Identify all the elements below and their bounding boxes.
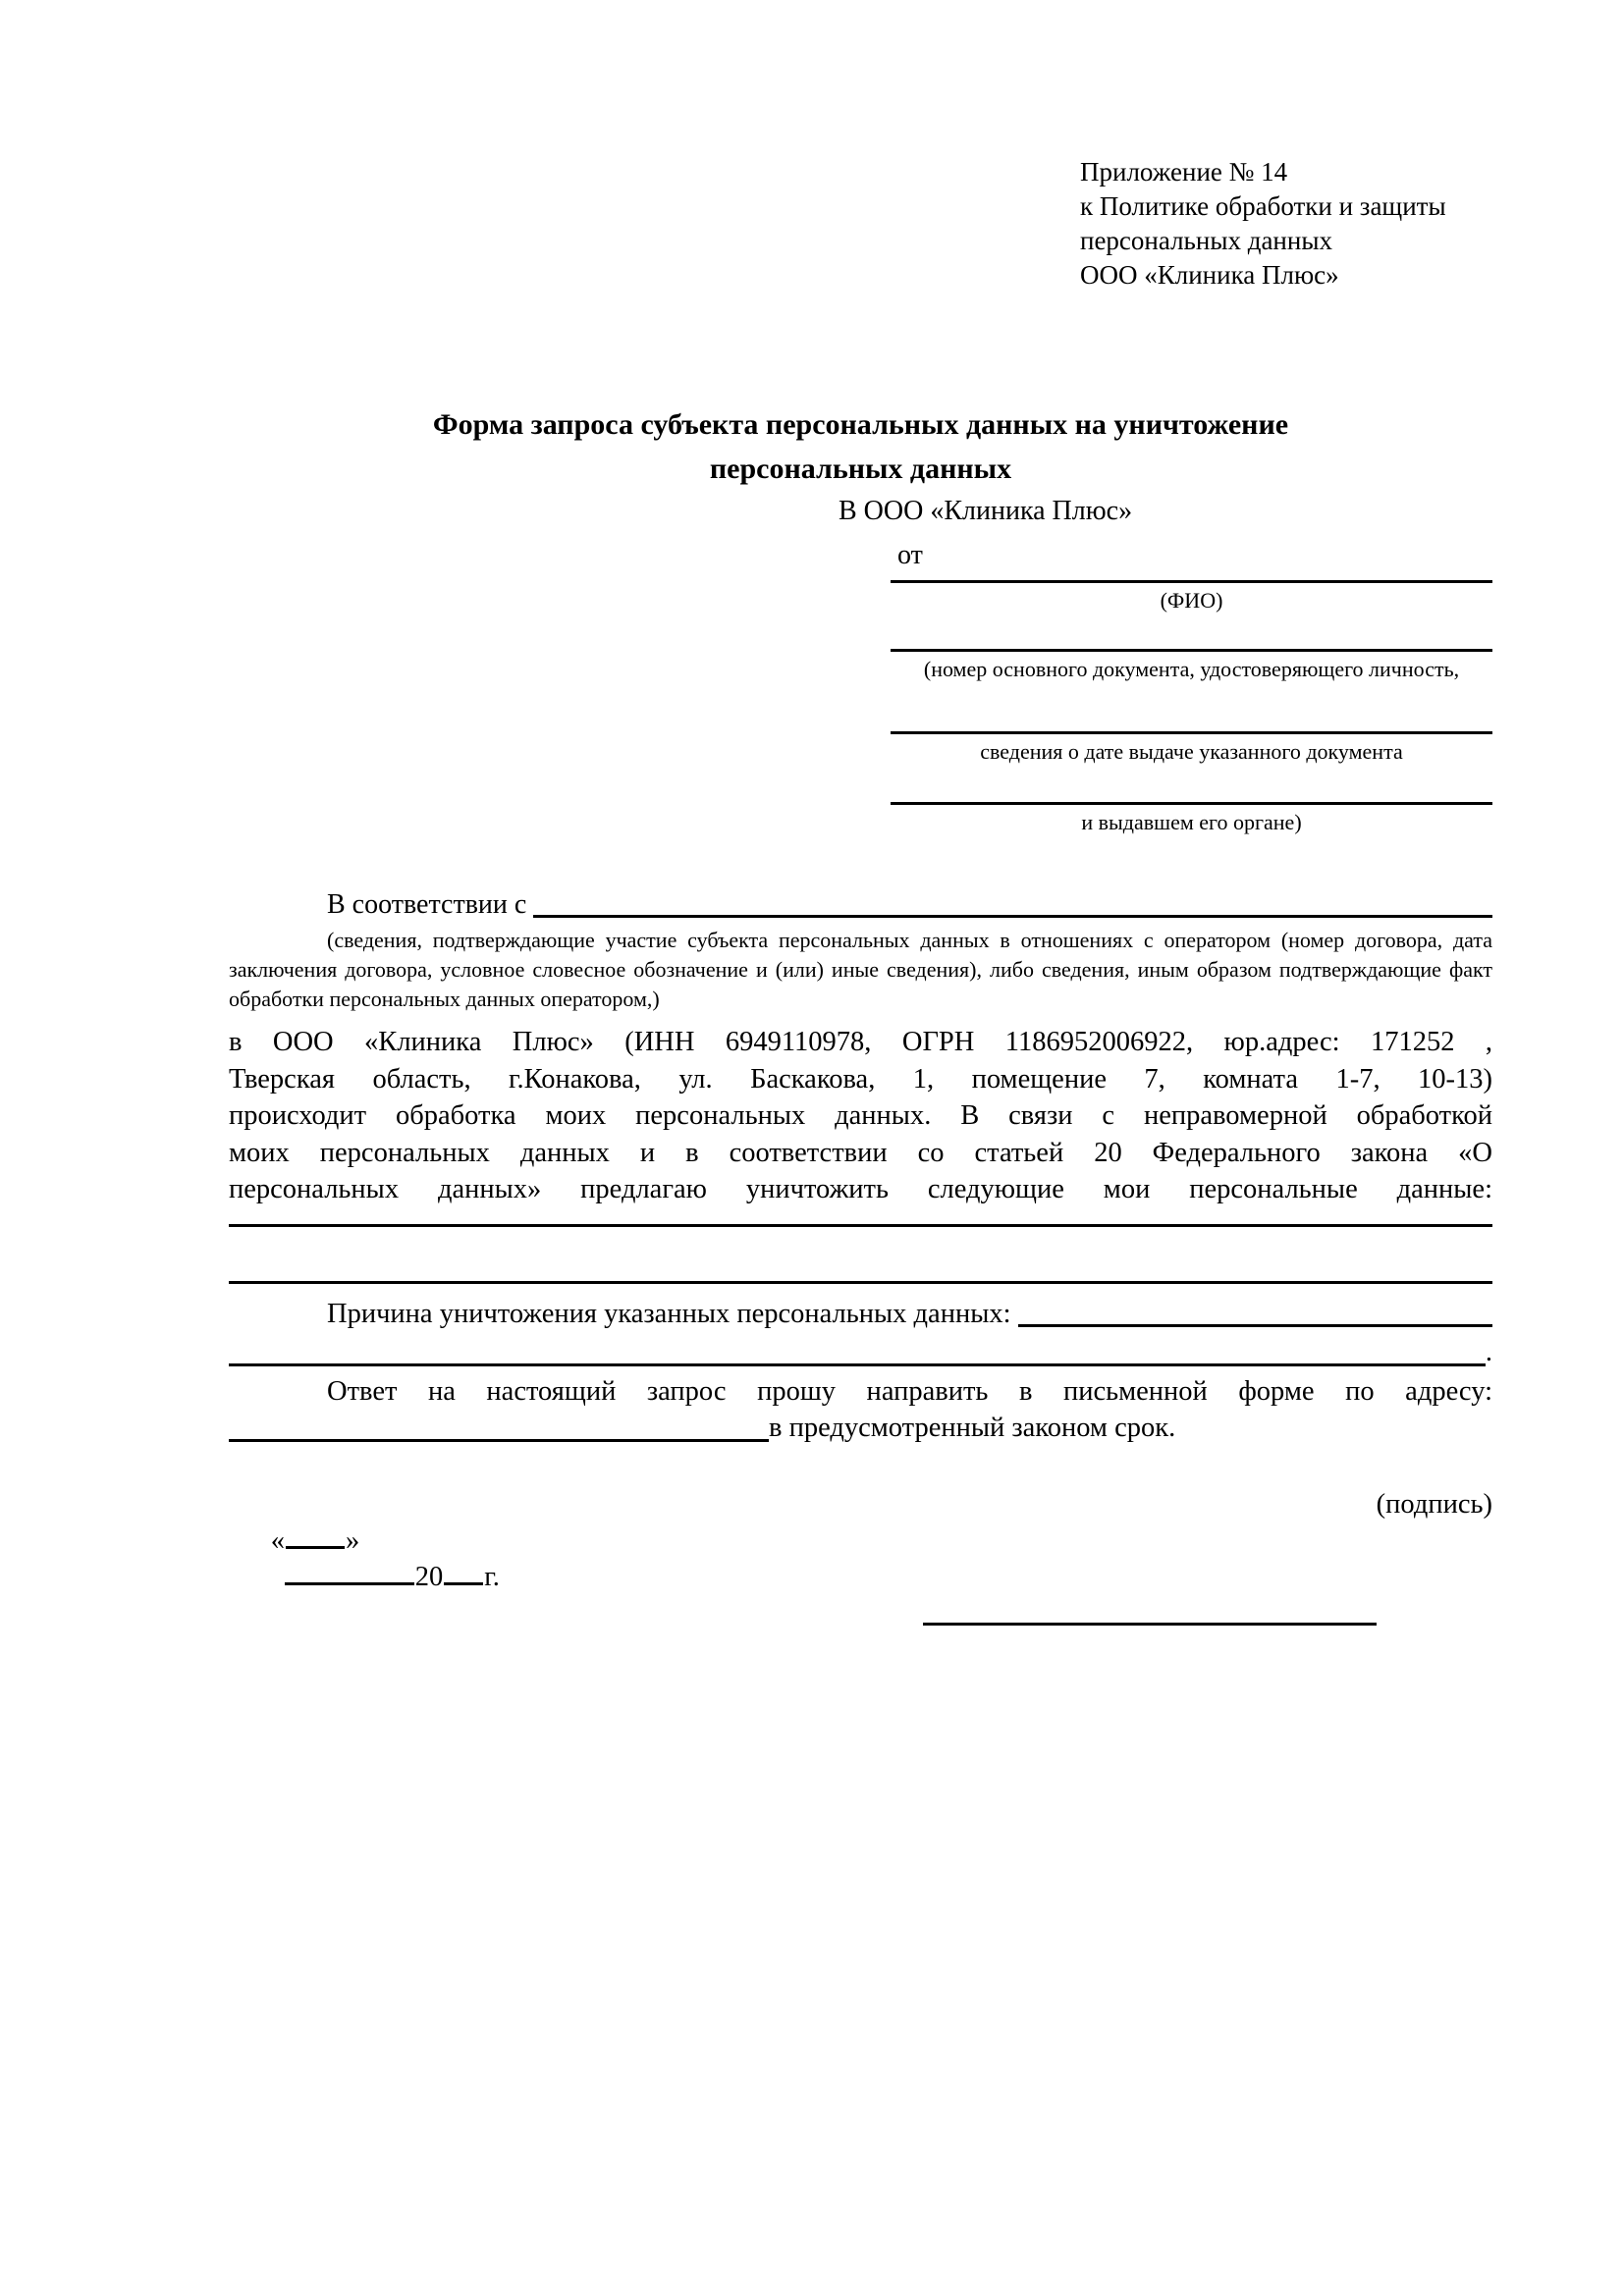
date-quote-open: « (270, 1524, 285, 1556)
issuing-authority-blank-line[interactable] (891, 796, 1492, 805)
accordance-note: (сведения, подтверждающие участие субъекта персональных данных в отношениях с оператором (номер договора, дата заключения договора, условное словесное обозначение и (или) иные сведения), либо сведения, иным образом подтверждающие факт обработки персональных данных оператором,) (229, 928, 1492, 1011)
sentence-period: . (1485, 1337, 1492, 1367)
addressee-org: В ООО «Клиника Плюс» (839, 496, 1133, 526)
accordance-text: В соответствии с (327, 889, 534, 920)
main-paragraph-line: персональных данных» предлагаю уничтожить следующие мои персональные данные: (229, 1174, 1492, 1204)
year-suffix: г. (484, 1561, 500, 1592)
appendix-block (1080, 155, 1492, 293)
form-title (229, 402, 1492, 491)
main-paragraph-line: в ООО «Клиника Плюс» (ИНН 6949110978, ОГРН 1186952006922, юр.адрес: 171252 , (229, 1027, 1492, 1057)
answer-tail: в предусмотренный законом срок. (769, 1413, 1176, 1443)
doc-number-label: (номер основного документа, удостоверяющего личность, (923, 657, 1460, 681)
address-blank-line[interactable] (229, 1410, 769, 1442)
accordance-blank-line[interactable] (533, 886, 1492, 918)
signature-blank-line[interactable] (923, 1486, 1377, 1626)
reason-end-row (229, 1334, 1492, 1371)
reason-blank-line-2[interactable] (229, 1334, 1486, 1366)
fio-label: (ФИО) (1160, 588, 1223, 613)
day-blank-line[interactable] (286, 1534, 345, 1549)
main-paragraph-line: моих персональных данных и в соответствии со статьей 20 Федерального закона «О (229, 1137, 1492, 1168)
year-prefix: 20 (414, 1561, 444, 1592)
appendix-line: ООО «Клиника Плюс» (1080, 260, 1339, 290)
issuing-authority-label: и выдавшем его органе) (1081, 810, 1302, 834)
issue-date-blank-line[interactable] (891, 725, 1492, 734)
fio-blank-line[interactable] (891, 574, 1492, 583)
month-blank-line[interactable] (285, 1571, 414, 1585)
main-paragraph-line: Тверская область, г.Конакова, ул. Баскакова, 1, помещение 7, комната 1-7, 10-13) (229, 1063, 1492, 1095)
answer-sentence: Ответ на настоящий запрос прошу направить в письменной форме по адресу: (327, 1375, 1492, 1407)
reason-label: Причина уничтожения указанных персональных данных: (327, 1298, 1018, 1329)
signature-label: (подпись) (1376, 1488, 1492, 1520)
date-quote-close: » (346, 1524, 360, 1556)
main-paragraph-line: происходит обработка моих персональных данных. В связи с неправомерной обработкой (229, 1100, 1492, 1131)
personal-data-blank-line-2[interactable] (229, 1227, 1492, 1284)
reason-blank-line[interactable] (1018, 1296, 1492, 1328)
form-title-line-1: Форма запроса субъекта персональных данных на уничтожение (432, 408, 1289, 441)
reason-row (229, 1296, 1492, 1333)
answer-address-row (229, 1410, 1492, 1447)
date-field (229, 1486, 500, 1631)
personal-data-blank-line-1[interactable] (229, 1208, 1492, 1227)
issue-date-label: сведения о дате выдаче указанного документа (980, 739, 1403, 764)
from-label: от (897, 540, 923, 570)
doc-number-blank-line[interactable] (891, 643, 1492, 652)
year-blank-line[interactable] (444, 1571, 483, 1585)
addressee-fields (891, 574, 1492, 835)
main-paragraph (229, 1024, 1492, 1208)
appendix-line: Приложение № 14 (1080, 157, 1288, 187)
footer-row (229, 1486, 1492, 1631)
accordance-row (229, 886, 1492, 923)
signature-field (923, 1486, 1492, 1631)
appendix-line: к Политике обработки и защиты (1080, 191, 1446, 221)
form-title-line-2: персональных данных (709, 453, 1012, 485)
appendix-line: персональных данных (1080, 226, 1332, 255)
